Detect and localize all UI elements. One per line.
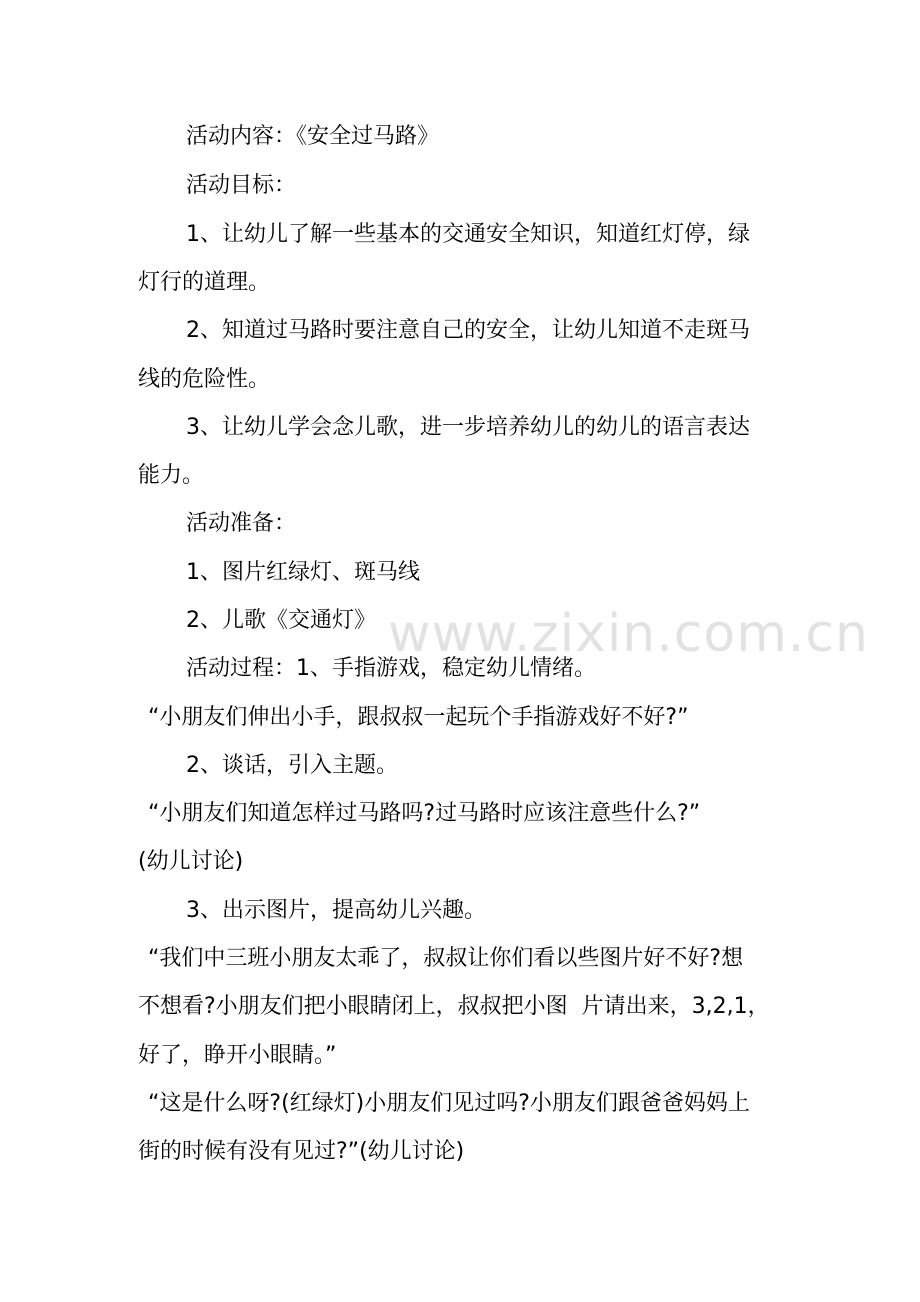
goal-1-line-2: 灯行的道理。 (138, 270, 271, 295)
goal-2-line-1: 2、知道过马路时要注意自己的安全，让幼儿知道不走斑马 (186, 318, 750, 343)
process-step-2: 2、谈话，引入主题。 (186, 753, 398, 778)
goal-3-line-2: 能力。 (138, 463, 205, 488)
goal-3-line-1: 3、让幼儿学会念儿歌，进一步培养幼儿的幼儿的语言表达 (186, 415, 750, 440)
goal-1-line-1: 1、让幼儿了解一些基本的交通安全知识，知道红灯停，绿 (186, 222, 750, 247)
process-quote-4-line-2: 街的时候有没有见过?”(幼儿讨论) (138, 1139, 465, 1164)
heading-activity-preparation: 活动准备： (186, 511, 297, 536)
heading-activity-content: 活动内容：《安全过马路》 (186, 124, 440, 149)
heading-activity-process: 活动过程：1、手指游戏，稳定幼儿情绪。 (186, 656, 596, 681)
process-step-3: 3、出示图片，提高幼儿兴趣。 (186, 898, 486, 923)
heading-activity-goals: 活动目标： (186, 173, 297, 198)
process-quote-3-line-1: “我们中三班小朋友太乖了，叔叔让你们看以些图片好不好?想 (148, 946, 744, 971)
process-quote-3-line-2: 不想看?小朋友们把小眼睛闭上，叔叔把小图 片请出来，3,2,1， (138, 994, 770, 1019)
process-quote-2: “小朋友们知道怎样过马路吗?过马路时应该注意些什么?” (148, 801, 701, 826)
goal-2-line-2: 线的危险性。 (138, 367, 271, 392)
preparation-item-1: 1、图片红绿灯、斑马线 (186, 560, 420, 585)
preparation-item-2: 2、儿歌《交通灯》 (186, 608, 376, 633)
process-quote-4-line-1: “这是什么呀?(红绿灯)小朋友们见过吗?小朋友们跟爸爸妈妈上 (148, 1091, 750, 1116)
process-quote-1: “小朋友们伸出小手，跟叔叔一起玩个手指游戏好不好?” (148, 705, 689, 730)
process-quote-3-line-3: 好了，睁开小眼睛。” (138, 1043, 337, 1068)
process-discussion-1: (幼儿讨论) (138, 849, 244, 874)
watermark-text: www.zixin.com.cn (388, 604, 869, 664)
